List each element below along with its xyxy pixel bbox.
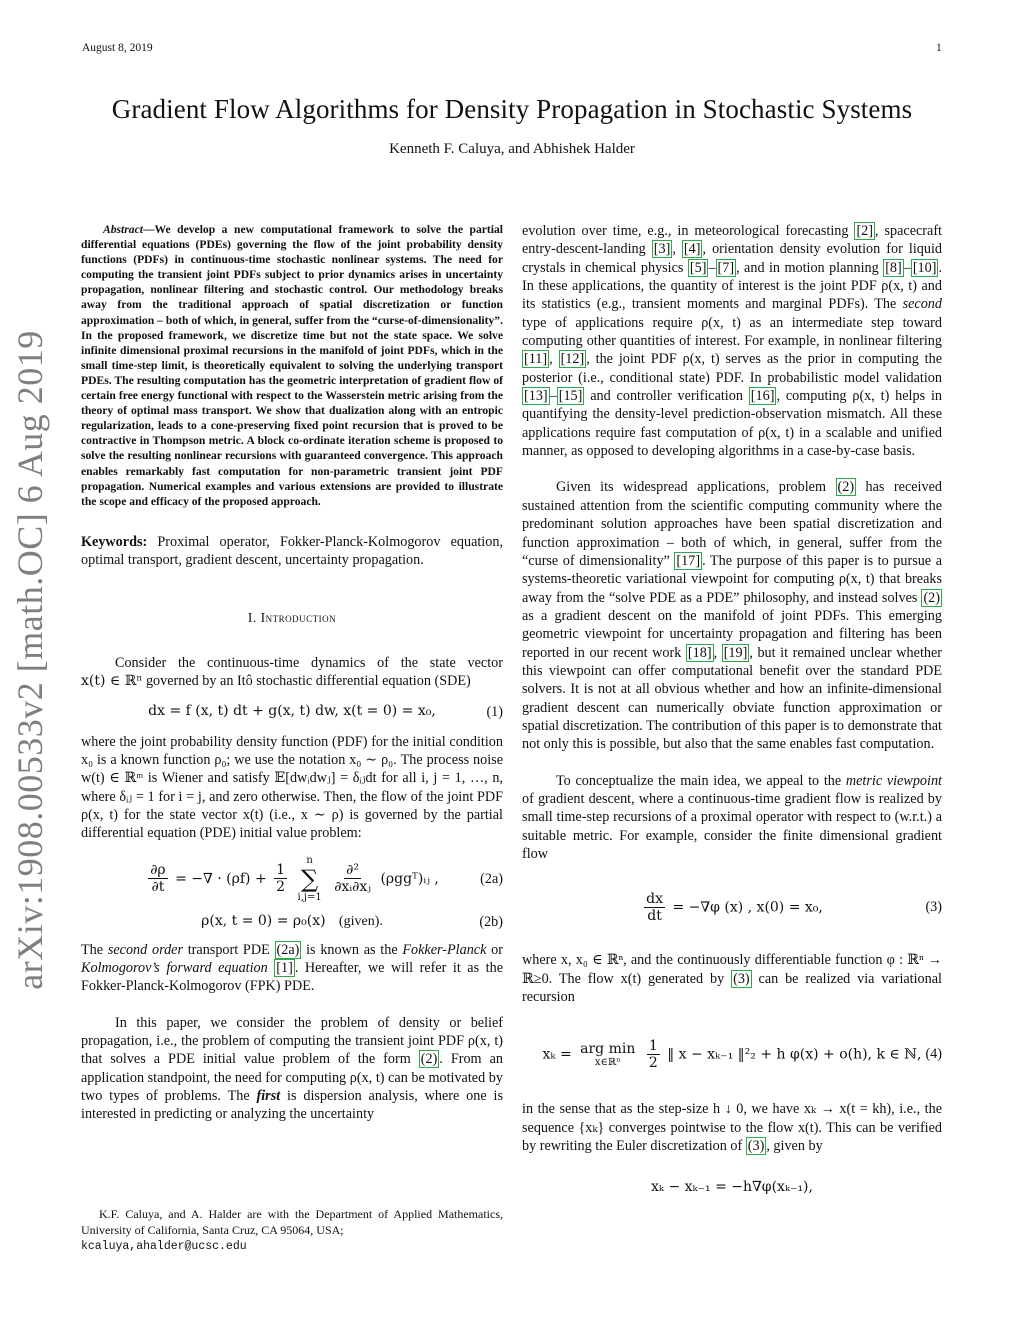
arxiv-stamp-text: arXiv:1908.00533v2 [math.OC] 6 Aug 2019: [10, 330, 50, 990]
equation-ref-3-b[interactable]: (3): [747, 1138, 765, 1155]
header-date: August 8, 2019: [82, 42, 153, 54]
citation-11[interactable]: [11]: [524, 351, 548, 368]
equation-ref-2a[interactable]: (2a): [276, 941, 300, 958]
paper-title: Gradient Flow Algorithms for Density Propagation in Stochastic Systems: [111, 94, 913, 124]
intro-paragraph-3: The second order transport PDE (2a) is known as the Fokker-Planck or Kolmogorov’s forward equation [1] . Hereafter, we will refer it as the Fokker-Planck-Kolmogorov (FPK) PDE.: [81, 941, 503, 995]
equation-euler-body: xₖ − xₖ₋₁ = −h∇φ(xₖ₋₁),: [651, 1179, 813, 1196]
equation-2a: $\frac{\partial\rho}{\partial t}$ = −∇ · (ρf) + $\frac{1}{2}$ n ∑ i,j=1 $\frac{\text{∂²}}{\text{∂xᵢ∂xⱼ}}$ (ρggᵀ)ᵢⱼ , (2a): [150, 854, 503, 903]
equation-1-number: (1): [486, 703, 503, 720]
abstract-text: —We develop a new computational framework to solve the partial differential equations (PDEs) governing the flow of the joint probability density functions (PDFs) in continuous-time stochastic nonlinear systems. The need for computing the transient joint PDFs subject to prior dynamics arises in uncertainty propagation, nonlinear filtering and stochastic control. Our methodology breaks away from the traditional approach of spatial discretization or function approximation – both of which, in general, suffer from the “curse-of-dimensionality”. In the proposed framework, we discretize time but not the state space. We solve infinite dimensional proximal recursions in the manifold of joint PDFs, which in the small time-step limit, is theoretically equivalent to solving the underlying transport PDEs. The resulting computation has the geometric interpretation of gradient flow of certain free energy functional with respect to the Wasserstein metric arising from the theory of optimal mass transport. We show that dualization along with an entropic regularization, leads to a cone-preserving fixed point recursion that is proved to be contractive in Thompson metric. A block co-ordinate iteration scheme is proposed to solve the resulting nonlinear recursions with guaranteed convergence. This approach enables remarkably fast computation for non-parametric transient joint PDF propagation. Numerical examples and various extensions are provided to illustrate the scope and efficacy of the proposed approach.: [81, 223, 503, 508]
equation-3: $\frac{dx}{dt}$ = −∇φ (x) , x(0) = x₀, (3): [646, 890, 942, 924]
citation-16[interactable]: [16]: [750, 388, 775, 405]
equation-1: [81, 699, 503, 725]
right-paragraph-5: in the sense that as the step-size h ↓ 0, we have xₖ → x(t = kh), i.e., the sequence {xₖ} converges pointwise to the flow x(t). This can be verified by rewriting the Euler discretization of (3) , given by: [522, 1101, 942, 1155]
citation-4[interactable]: [4]: [683, 241, 701, 258]
intro-paragraph-2: where the joint probability density function (PDF) for the initial condition x₀ is a known function ρ₀; we use the notation x₀ ∼ ρ₀. The process noise w(t) ∈ ℝᵐ is Wiener and satisfy 𝔼[dwᵢdwⱼ] = δᵢⱼdt for all i, j = 1, …, n, where δᵢⱼ = 1 for i = j, and zero otherwise. Then, the flow of the joint PDF ρ(x, t) for the state vector x(t) (i.e., x ∼ ρ) is governed by the partial differential equation (PDE) initial value problem:: [81, 733, 503, 842]
keywords-label: Keywords:: [81, 533, 148, 550]
citation-5[interactable]: [5]: [689, 259, 707, 276]
keywords-text: Proximal operator, Fokker-Planck-Kolmogorov equation, optimal transport, gradient descent, uncertainty propagation.: [81, 533, 503, 569]
equation-2a-number: (2a): [480, 870, 503, 887]
citation-15[interactable]: [15]: [558, 388, 583, 405]
equation-ref-2-c[interactable]: (2): [923, 589, 940, 606]
equation-4: xₖ = arg min x∈ℝⁿ $\frac{1}{2}$ ‖ x − xₖ₋₁ ‖²₂ + h φ(x) + o(h), k ∈ ℕ, (4): [542, 1037, 942, 1071]
citation-2[interactable]: [2]: [856, 223, 873, 239]
arxiv-stamp: [0, 310, 60, 1010]
citation-12[interactable]: [12]: [560, 351, 585, 368]
section-title: Introduction: [260, 610, 337, 626]
abstract-label: Abstract: [103, 223, 143, 236]
right-paragraph-2: Given its widespread applications, problem (2) has received sustained attention from the scientific computing community where the predominant solution approaches have been spatial discretization and function approximation – both of which, in general, suffer from the “curse of dimensionality” [17] . The purpose of this paper is to pursue a systems-theoretic variational viewpoint for computing ρ(x, t) that breaks away from the “solve PDE as a PDE” philosophy, and instead solves (2) as a gradient descent on the manifold of joint PDFs. This emerging geometric viewpoint for uncertainty propagation and filtering has been reported in our recent work [18] , [19] , but it remained unclear whether this viewpoint can offer computational benefit over the standard PDE solvers. It is not at all obvious whether and how an infinite-dimensional gradient descent can numerically obviate function approximation or spatial discretization. The contribution of this paper is to demonstrate that not only this is possible, but also that the same enables fast computation.: [522, 479, 942, 753]
inline-math-state: x(t) ∈ ℝⁿ: [81, 673, 143, 690]
intro-paragraph-1: Consider the continuous-time dynamics of the state vector x(t) ∈ ℝⁿ governed by an Itô stochastic differential equation (SDE): [81, 654, 503, 690]
citation-1[interactable]: [1]: [276, 959, 293, 976]
intro-paragraph-4: In this paper, we consider the problem of density or belief propagation, i.e., the problem of computing the transient joint PDF ρ(x, t) that solves a PDE initial value problem of the form (2) . From an application standpoint, the need for computing ρ(x, t) can be motivated by two types of problems. The first is dispersion analysis, where one is interested in predicting or analyzing the uncertainty: [81, 1014, 503, 1123]
keywords: [81, 533, 503, 570]
equation-1-body: dx = f (x, t) dt + g(x, t) dw, x(t = 0) = x₀,: [148, 703, 436, 720]
right-column: [522, 222, 942, 1199]
paper-authors: Kenneth F. Caluya, and Abhishek Halder: [389, 141, 635, 157]
citation-7[interactable]: [7]: [717, 259, 735, 276]
left-column: [81, 222, 503, 1124]
section-number: I.: [247, 610, 257, 626]
equation-4-number: (4): [925, 1046, 942, 1063]
citation-13[interactable]: [13]: [524, 388, 548, 405]
right-paragraph-3: To conceptualize the main idea, we appeal to the metric viewpoint of gradient descent, where a continuous-time gradient flow is realized by small time-step recursions of a proximal operator with respect to (w.r.t.) a suitable metric. For example, consider the finite dimensional gradient flow: [522, 772, 942, 862]
section-heading-introduction: [81, 609, 503, 627]
equation-euler: [522, 1175, 942, 1199]
equation-ref-3[interactable]: (3): [733, 970, 750, 987]
abstract: [81, 222, 503, 509]
right-paragraph-4: where x, x₀ ∈ ℝⁿ, and the continuously differentiable function φ : ℝⁿ → ℝ≥0. The flow x(t) generated by (3) can be realized via variational recursion: [522, 952, 942, 1006]
footnote-text: K.F. Caluya, and A. Halder are with the Department of Applied Mathematics, University of California, Santa Cruz, CA 95064, USA;: [81, 1207, 503, 1237]
citation-10[interactable]: [10]: [912, 259, 937, 276]
equation-2b-number: (2b): [479, 913, 503, 930]
equation-ref-2-b[interactable]: (2): [837, 479, 855, 496]
citation-19[interactable]: [19]: [723, 644, 748, 661]
citation-8[interactable]: [8]: [885, 259, 902, 276]
footnote-emails: kcaluya,ahalder@ucsc.edu: [81, 1240, 247, 1253]
citation-3[interactable]: [3]: [653, 241, 671, 258]
citation-18[interactable]: [18]: [687, 644, 712, 661]
equation-ref-2[interactable]: (2): [420, 1051, 438, 1068]
equation-3-number: (3): [925, 899, 942, 916]
footnote: [81, 1207, 503, 1255]
page-number: 1: [936, 42, 942, 54]
right-paragraph-1: evolution over time, e.g., in meteorological forecasting [2] , spacecraft entry-descent-landing [3] , [4] , orientation density evolution for liquid crystals in chemical physics [5] – [7] , and in motion planning [8] – [10] . In these applications, the quantity of interest is the joint PDF ρ(x, t) and its statistics (e.g., transient moments and marginal PDFs). The second type of applications require ρ(x, t) as an intermediate step toward computing other quantities of interest. For example, in nonlinear filtering [11] , [12] , the joint PDF ρ(x, t) serves as the prior in computing the posterior (i.e., conditional state) PDF. In probabilistic model validation [13] – [15] and controller verification [16] , computing ρ(x, t) helps in quantifying the density-level prediction-observation mismatch. All these applications require fast computation of ρ(x, t) in a scalable and unified manner, as opposed to developing algorithms in a case-by-case basis.: [522, 223, 943, 460]
equation-2b: ρ(x, t = 0) = ρ₀(x) (given). (2b): [201, 912, 503, 930]
citation-17[interactable]: [17]: [676, 552, 701, 569]
